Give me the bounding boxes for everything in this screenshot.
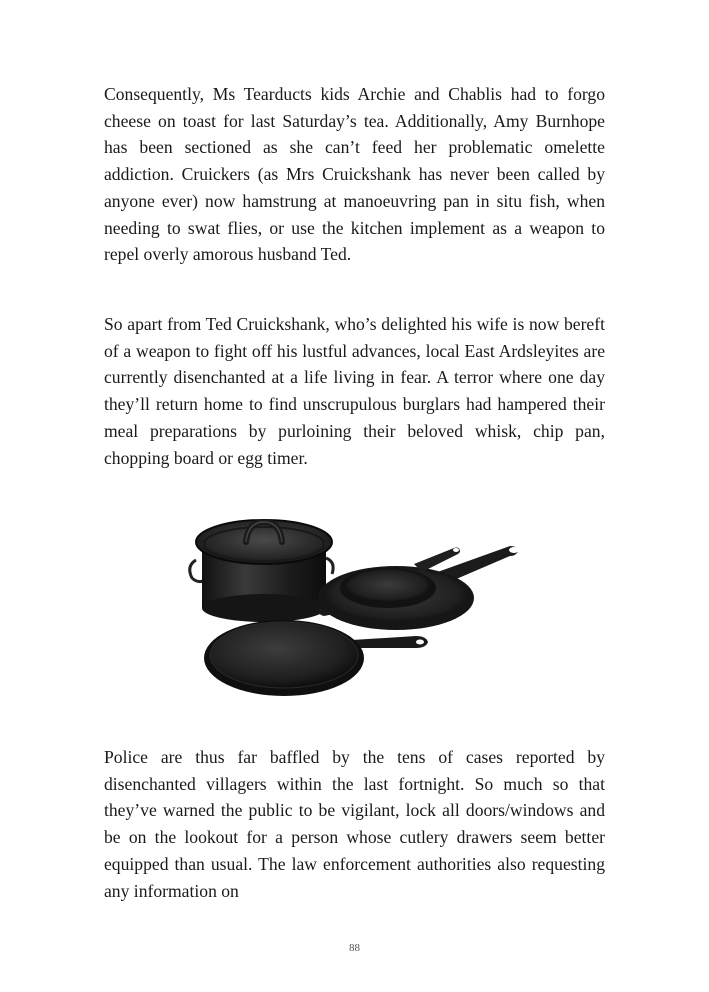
cast-iron-cookware-image [188,512,520,702]
round-griddle [204,620,428,696]
dutch-oven [190,520,333,622]
body-paragraph-3: Police are thus far baffled by the tens of cases reported by disenchanted villagers within the last fortnight. So much so that they’ve warned the public to be vigilant, lock all doors/windows and be on the lookout for a person whose cutlery drawers seem better equipped than usual. The law enforcement authorities also requesting any information on [104,747,605,901]
body-paragraph-2: So apart from Ted Cruickshank, who’s delighted his wife is now bereft of a weapon to fight off his lustful advances, local East Ardsleyites are currently disenchanted at a life living in fear. A terror where one day they’ll return home to find unscrupulous burglars had hampered their meal preparations by purloining their beloved whisk, chip pan, chopping board or egg timer. [104,314,605,468]
page-number: 88 [349,942,360,954]
body-paragraph-1: Consequently, Ms Tearducts kids Archie and Chablis had to forgo cheese on toast for last Saturday’s tea. Additionally, Amy Burnhope has been sectioned as she can’t feed her problematic omelette addiction. Cruickers (as Mrs Cruickshank has never been called by anyone ever) now hamstrung at manoeuvring pan in situ fish, when needing to swat flies, or use the kitchen implement as a weapon to repel overly amorous husband Ted. [104,84,605,265]
